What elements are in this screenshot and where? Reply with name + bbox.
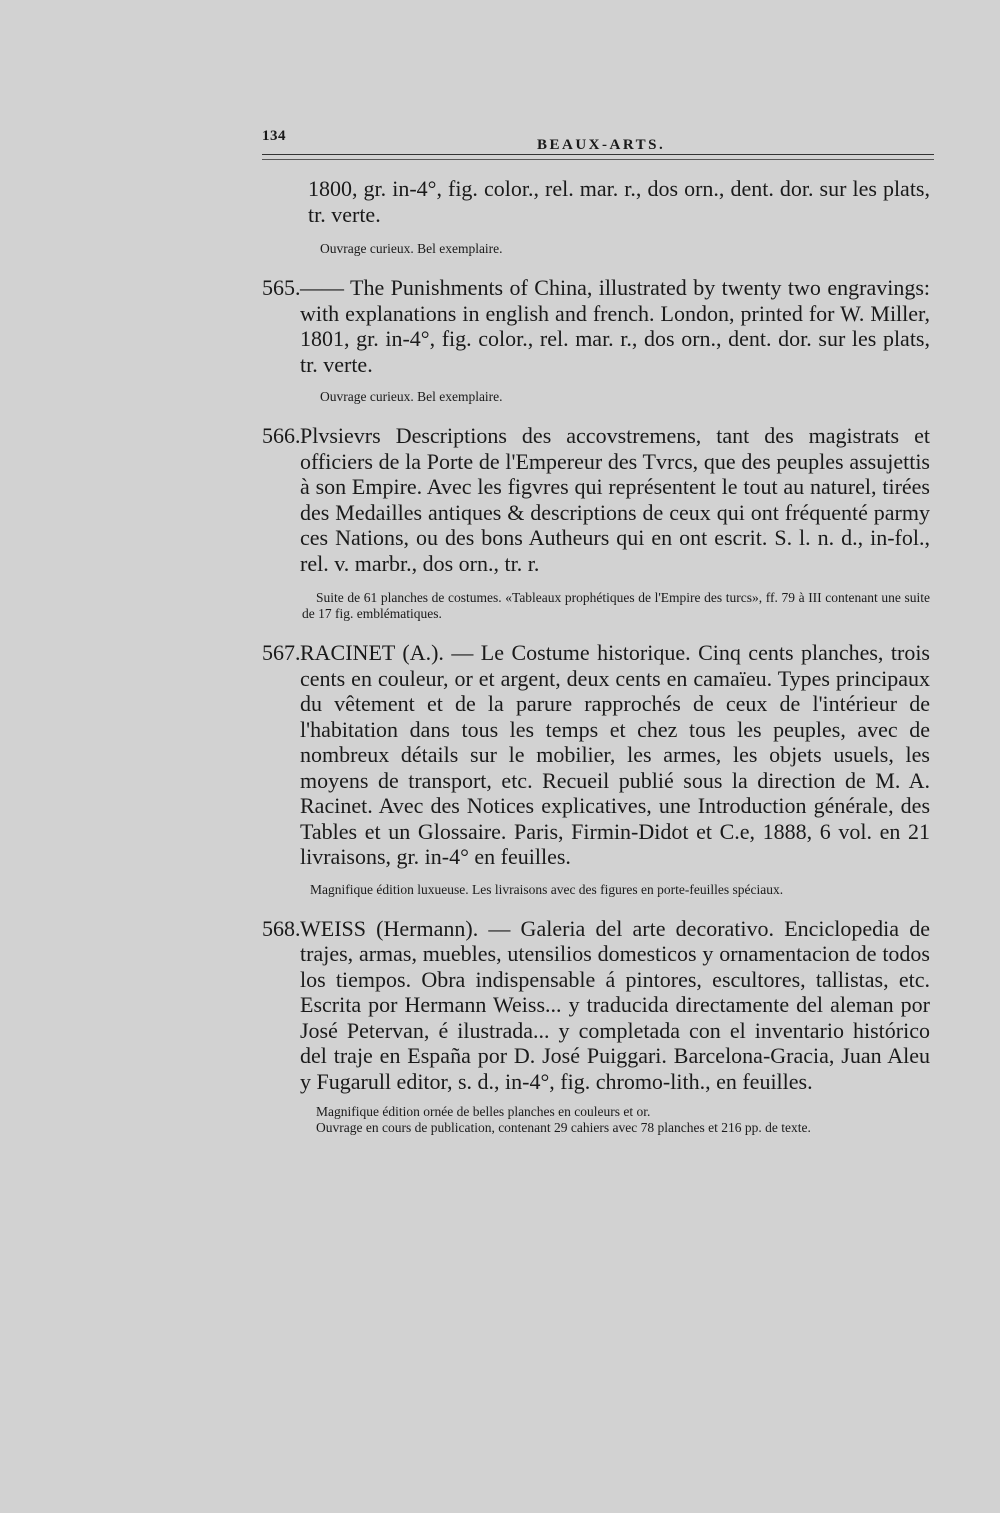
note-text: Magnifique édition ornée de belles planches en couleurs et or. xyxy=(316,1104,651,1119)
header-rule-thin xyxy=(262,159,934,160)
entry-text: Plvsievrs Descriptions des accovstremens, tant des magistrats et officiers de la Porte de l'Empereur des Tvrcs, que des peuples assujettis à son Empire. Avec les figvres qui représentent le tout au naturel, tirées des Medailles antiques & descriptions de ceux qui ont fréquenté parmy ces Nations, ou des bons Autheurs qui en ont escrit. S. l. n. d., in-fol., rel. v. marbr., dos orn., tr. r. xyxy=(300,423,930,576)
note-text: Ouvrage curieux. Bel exemplaire. xyxy=(320,241,503,256)
entry-number: 565. xyxy=(262,275,301,300)
header-rule xyxy=(262,154,934,155)
running-head xyxy=(262,128,934,168)
entry-continuation xyxy=(262,176,930,227)
note-text: Magnifique édition luxueuse. Les livraisons avec des figures en porte-feuilles spéciaux. xyxy=(310,881,784,897)
entry-text: —— The Punishments of China, illustrated by twenty two engravings: with explanations in english and french. London, printed for W. Miller, 1801, gr. in-4°, fig. color., rel. mar. r., dos orn., dent. dor. sur les plats, tr. verte. xyxy=(300,275,930,377)
entry-note xyxy=(262,590,930,622)
page-number: 134 xyxy=(262,128,286,144)
entry-note xyxy=(262,389,930,405)
entry-note xyxy=(262,1104,930,1136)
note-text: Suite de 61 planches de costumes. «Tableaux prophétiques de l'Empire des turcs», ff. 79 à III contenant une suite de 17 fig. emblématiques. xyxy=(302,590,930,621)
entry-565 xyxy=(262,275,930,377)
entry-note xyxy=(262,241,930,257)
entry-number: 566. xyxy=(262,423,301,448)
entry-567 xyxy=(262,640,930,870)
entry-number: 568. xyxy=(262,915,301,941)
entry-568 xyxy=(262,916,930,1095)
page-body xyxy=(262,176,930,1136)
entry-566 xyxy=(262,423,930,576)
note-text: Ouvrage en cours de publication, contenant 29 cahiers avec 78 planches et 216 pp. de texte. xyxy=(316,1120,811,1135)
note-text: Ouvrage curieux. Bel exemplaire. xyxy=(320,389,503,404)
entry-note xyxy=(262,882,930,898)
entry-number: 567. xyxy=(262,640,301,665)
entry-text: 1800, gr. in-4°, fig. color., rel. mar. r., dos orn., dent. dor. sur les plats, tr. verte. xyxy=(308,176,930,227)
entry-text: RACINET (A.). — Le Costume historique. Cinq cents planches, trois cents en couleur, or et argent, deux cents en camaïeu. Types principaux du vêtement et de la parure rapprochés de ceux de l'intérieur de l'habitation dans tous les temps et chez tous les peuples, avec de nombreux détails sur le mobilier, les armes, les objets usuels, les moyens de transport, etc. Recueil publié sous la direction de M. A. Racinet. Avec des Notices explicatives, une Introduction générale, des Tables et un Glossaire. Paris, Firmin-Didot et C.e, 1888, 6 vol. en 21 livraisons, gr. in-4° en feuilles. xyxy=(300,640,930,869)
entry-text: WEISS (Hermann). — Galeria del arte decorativo. Enciclopedia de trajes, armas, muebles, utensilios domesticos y ornamentacion de todos los tiempos. Obra indispensable á pintores, escultores, tallistas, etc. Escrita por Hermann Weiss... y traducida directamente del aleman por José Petervan, é ilustrada... y completada con el inventario histórico del traje en España por D. José Puiggari. Barcelona-Gracia, Juan Aleu y Fugarull editor, s. d., in-4°, fig. chromo-lith., en feuilles. xyxy=(300,915,930,1094)
header-title: BEAUX-ARTS. xyxy=(537,137,666,153)
